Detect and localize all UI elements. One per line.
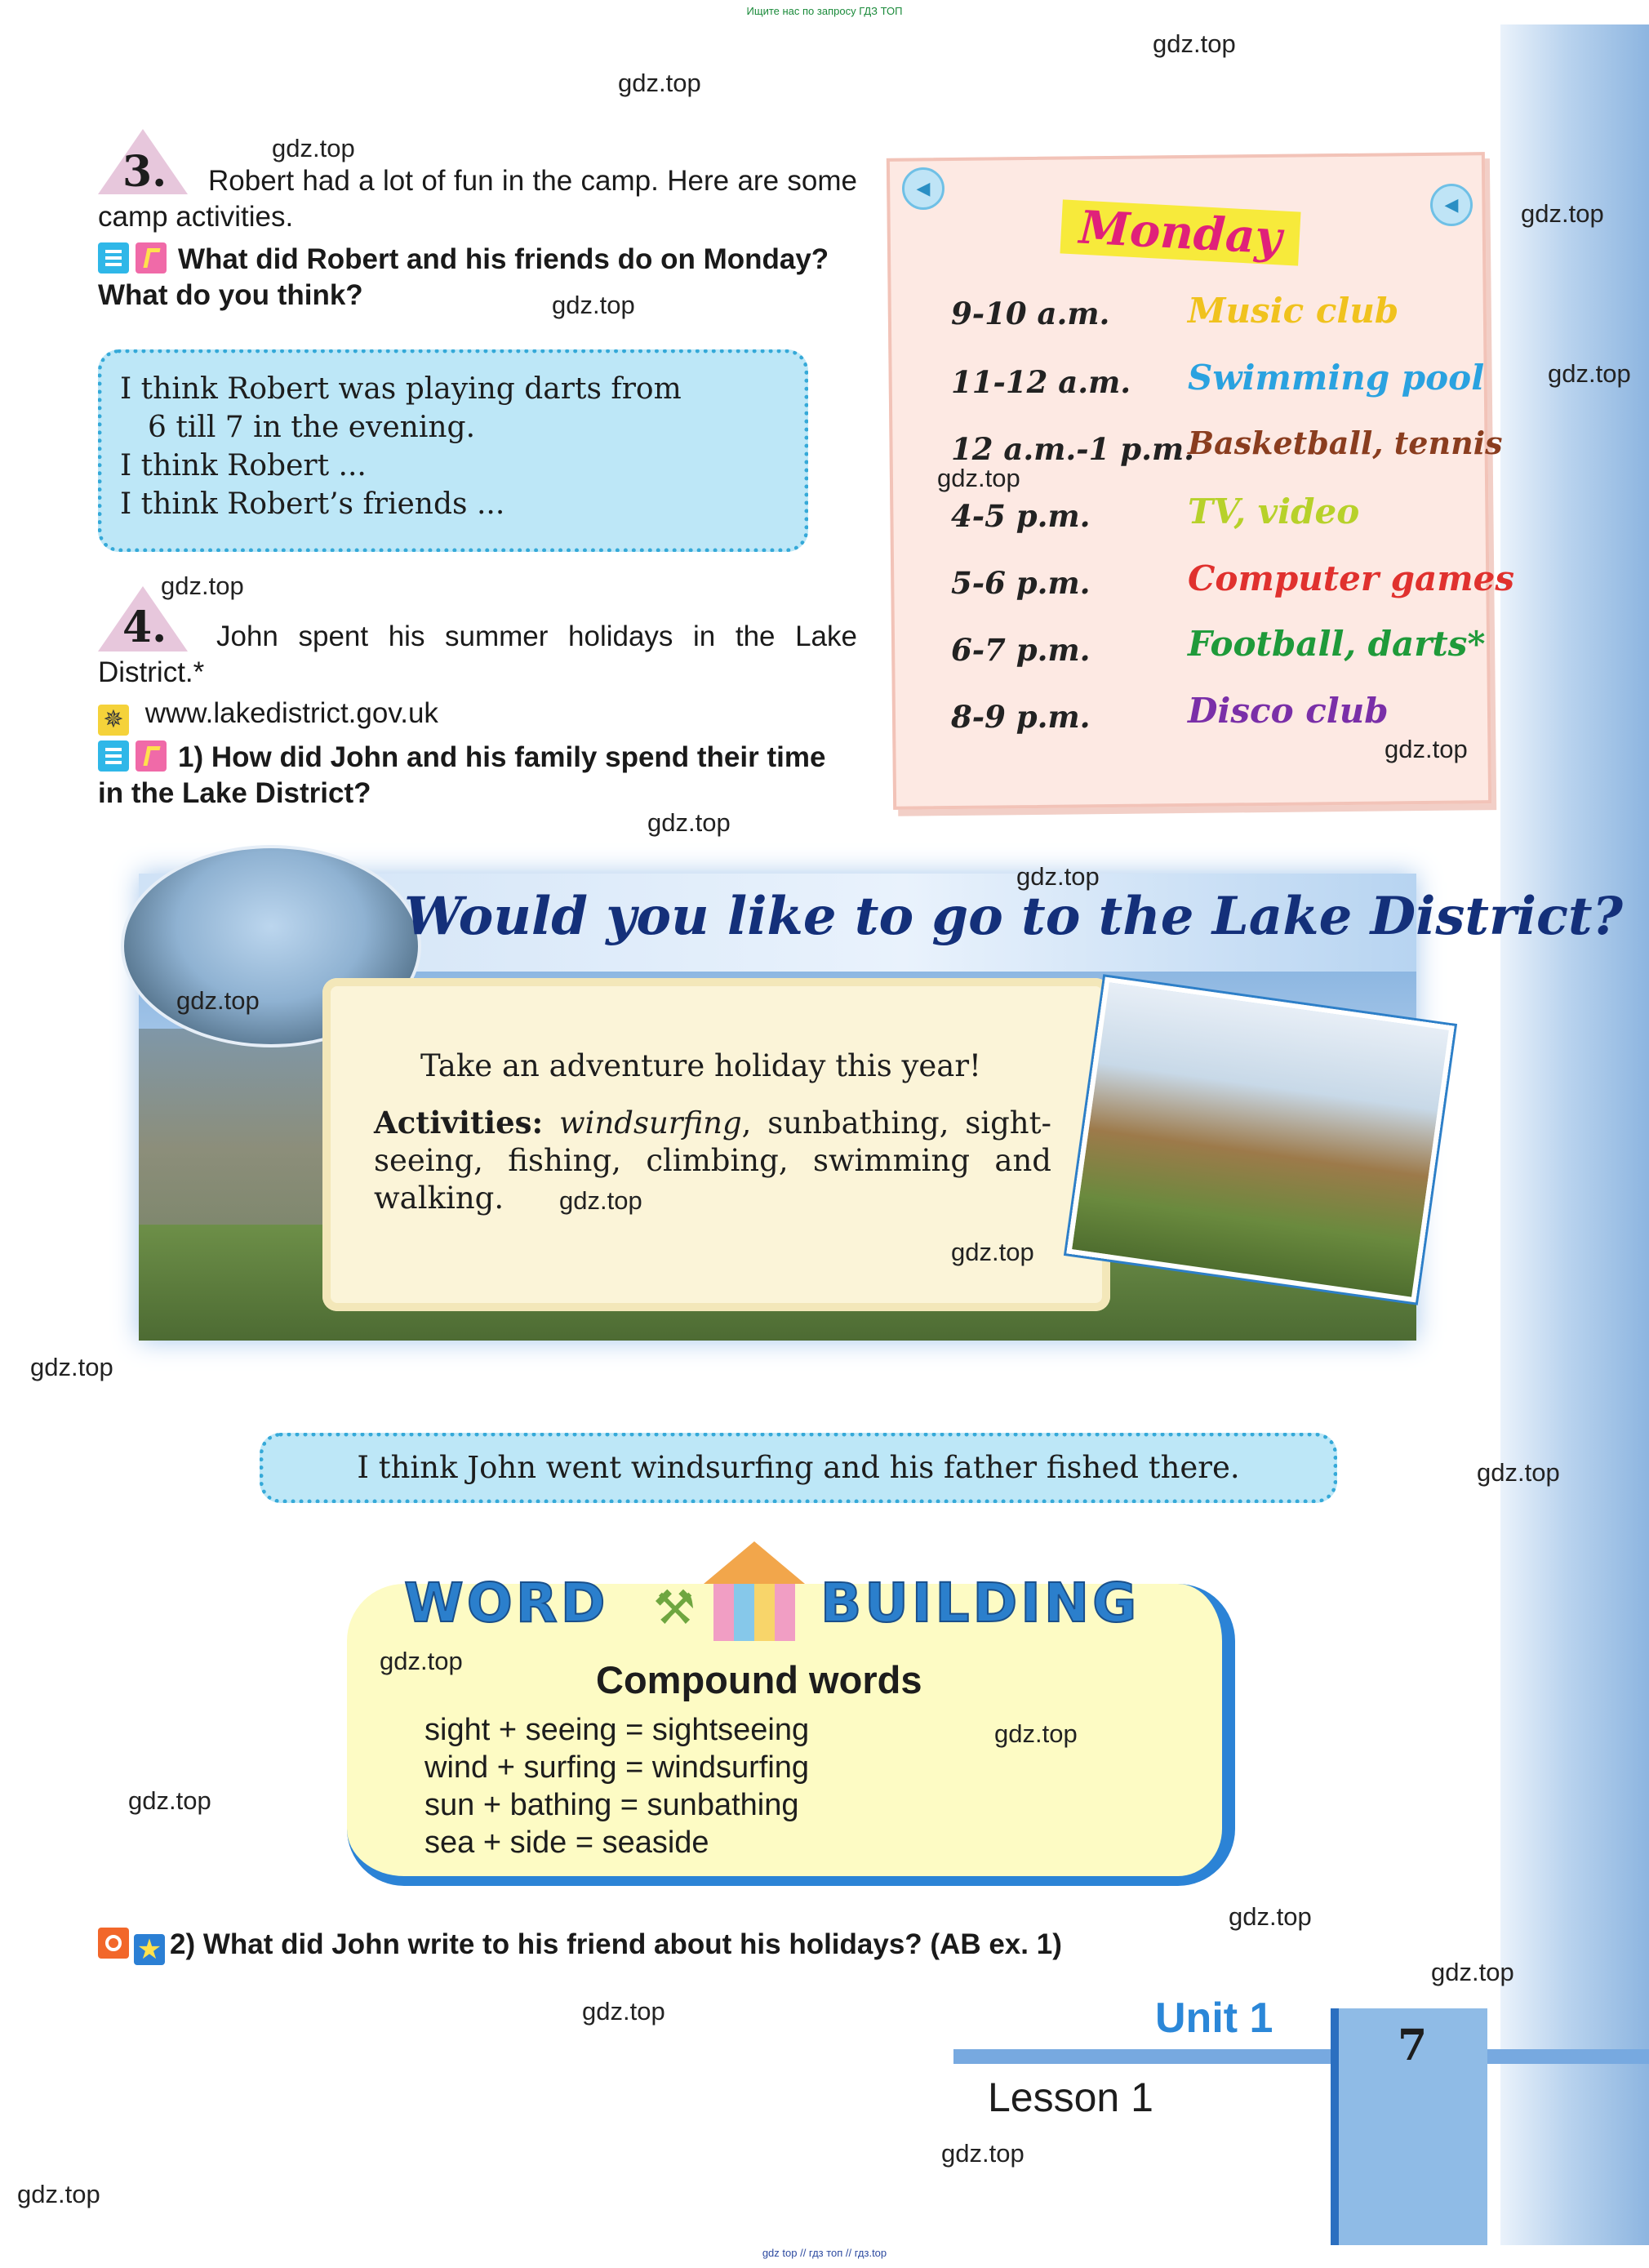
compound-word-line: sea + side = seaside — [424, 1826, 709, 1860]
exercise-4-question-1: 1) How did John and his family spend their time in the Lake District? — [98, 741, 826, 809]
poster-activities — [374, 1104, 1051, 1217]
watermark: gdz.top — [380, 1647, 463, 1675]
house-icon — [704, 1541, 805, 1584]
watermark: gdz.top — [552, 291, 635, 319]
word-building-title-right: BUILDING — [820, 1572, 1140, 1634]
activities-rest: , sunbathing, sight-seeing, fishing, climbing, swimming and walking. — [374, 1105, 1051, 1216]
schedule-time: 9-10 a.m. — [951, 296, 1110, 331]
schedule-time: 11-12 a.m. — [951, 364, 1131, 400]
watermark: gdz.top — [30, 1353, 113, 1381]
watermark: gdz.top — [17, 2180, 100, 2208]
bubble-line: I think Robert’s friends ... — [120, 487, 505, 521]
watermark: gdz.top — [1229, 1902, 1312, 1931]
exercise-4-question-2-block — [98, 1927, 1241, 1965]
exercise-3-number: 3. — [122, 147, 167, 197]
activities-first: windsurfing — [558, 1105, 742, 1141]
house-body — [713, 1584, 795, 1641]
watermark: gdz.top — [1431, 1958, 1514, 1986]
mountain-photo — [1066, 977, 1454, 1303]
compound-word-line: sun + bathing = sunbathing — [424, 1788, 799, 1822]
watermark: gdz.top — [582, 1997, 665, 2026]
speak-icon — [136, 740, 167, 772]
exercise-3-question: What did Robert and his friends do on Monday? What do you think? — [98, 243, 829, 311]
watermark: gdz.top — [1016, 862, 1100, 891]
activity-book-icon — [98, 1928, 129, 1959]
schedule-day: Monday — [1060, 199, 1300, 265]
watermark: gdz.top — [618, 69, 701, 97]
watermark: gdz.top — [559, 1186, 642, 1215]
schedule-activity: Swimming pool — [1188, 358, 1485, 398]
watermark: gdz.top — [176, 986, 260, 1015]
watermark: gdz.top — [1521, 199, 1604, 228]
word-building-title-left: WORD — [404, 1572, 609, 1634]
schedule-activity: Music club — [1188, 291, 1399, 331]
schedule-time: 12 a.m.-1 p.m. — [951, 431, 1195, 467]
poster-title: Would you like to go to the Lake District? — [404, 886, 1624, 947]
bubble-line: I think Robert ... — [120, 449, 367, 483]
compound-word-line: wind + surfing = windsurfing — [424, 1750, 810, 1785]
schedule-activity: TV, video — [1188, 491, 1360, 531]
schedule-time: 4-5 p.m. — [951, 498, 1091, 534]
schedule-time: 8-9 p.m. — [951, 699, 1091, 735]
exercise-3-speech-bubble — [98, 349, 808, 552]
unit-label: Unit 1 — [1155, 1995, 1273, 2042]
pin-icon: ◀ — [902, 167, 945, 210]
header-note: Ищите нас по запросу ГДЗ ТОП — [746, 5, 903, 17]
exercise-4-intro: John spent his summer holidays in the Lake District.* — [98, 620, 857, 688]
website-link[interactable]: www.lakedistrict.gov.uk — [144, 697, 438, 729]
schedule-activity: Basketball, tennis — [1188, 425, 1503, 461]
speak-icon — [136, 242, 167, 273]
exercise-4-number: 4. — [122, 603, 167, 652]
watermark: gdz.top — [951, 1238, 1034, 1266]
list-icon — [98, 242, 129, 273]
watermark: gdz.top — [161, 571, 244, 600]
schedule-activity: Football, darts* — [1188, 624, 1486, 664]
answer-bubble: I think John went windsurfing and his father fished there. — [260, 1433, 1337, 1503]
poster-tagline: Take an adventure holiday this year! — [420, 1048, 981, 1083]
schedule-activity: Disco club — [1188, 691, 1389, 731]
watermark: gdz.top — [1385, 735, 1468, 763]
word-building-subtitle: Compound words — [596, 1658, 922, 1701]
footer-note: gdz top // гдз топ // гдз.top — [762, 2247, 887, 2259]
watermark: gdz.top — [1153, 29, 1236, 58]
figure-icon: ⚒ — [653, 1581, 696, 1634]
website-line — [98, 696, 857, 736]
watermark: gdz.top — [128, 1786, 211, 1815]
exercise-3-intro: Robert had a lot of fun in the camp. Here are some camp activities. — [98, 165, 857, 233]
schedule-activity: Computer games — [1188, 558, 1515, 598]
watermark: gdz.top — [1548, 359, 1631, 388]
compound-word-line: sight + seeing = sightseeing — [424, 1713, 810, 1747]
schedule-time: 6-7 p.m. — [951, 632, 1091, 668]
pin-icon: ◀ — [1430, 184, 1473, 226]
footer-rule — [953, 2049, 1649, 2064]
bubble-line: I think Robert was playing darts from — [120, 372, 682, 406]
watermark: gdz.top — [994, 1719, 1078, 1748]
watermark: gdz.top — [937, 464, 1020, 492]
watermark: gdz.top — [1477, 1458, 1560, 1487]
watermark: gdz.top — [647, 808, 731, 837]
exercise-4-question-2: 2) What did John write to his friend about his holidays? (AB ex. 1) — [170, 1928, 1062, 1960]
star-icon: ★ — [134, 1934, 165, 1965]
watermark: gdz.top — [941, 2139, 1025, 2168]
page-side-strip — [1500, 24, 1649, 2245]
list-icon — [98, 740, 129, 772]
lesson-label: Lesson 1 — [988, 2075, 1153, 2120]
activities-label: Activities: — [374, 1105, 544, 1141]
exercise-3-question-block — [98, 242, 857, 314]
star-link-icon: ✵ — [98, 705, 129, 736]
schedule-time: 5-6 p.m. — [951, 565, 1091, 601]
bubble-line: 6 till 7 in the evening. — [148, 411, 476, 444]
exercise-4-question-block — [98, 740, 857, 812]
page-number: 7 — [1398, 2021, 1428, 2070]
watermark: gdz.top — [272, 134, 355, 162]
